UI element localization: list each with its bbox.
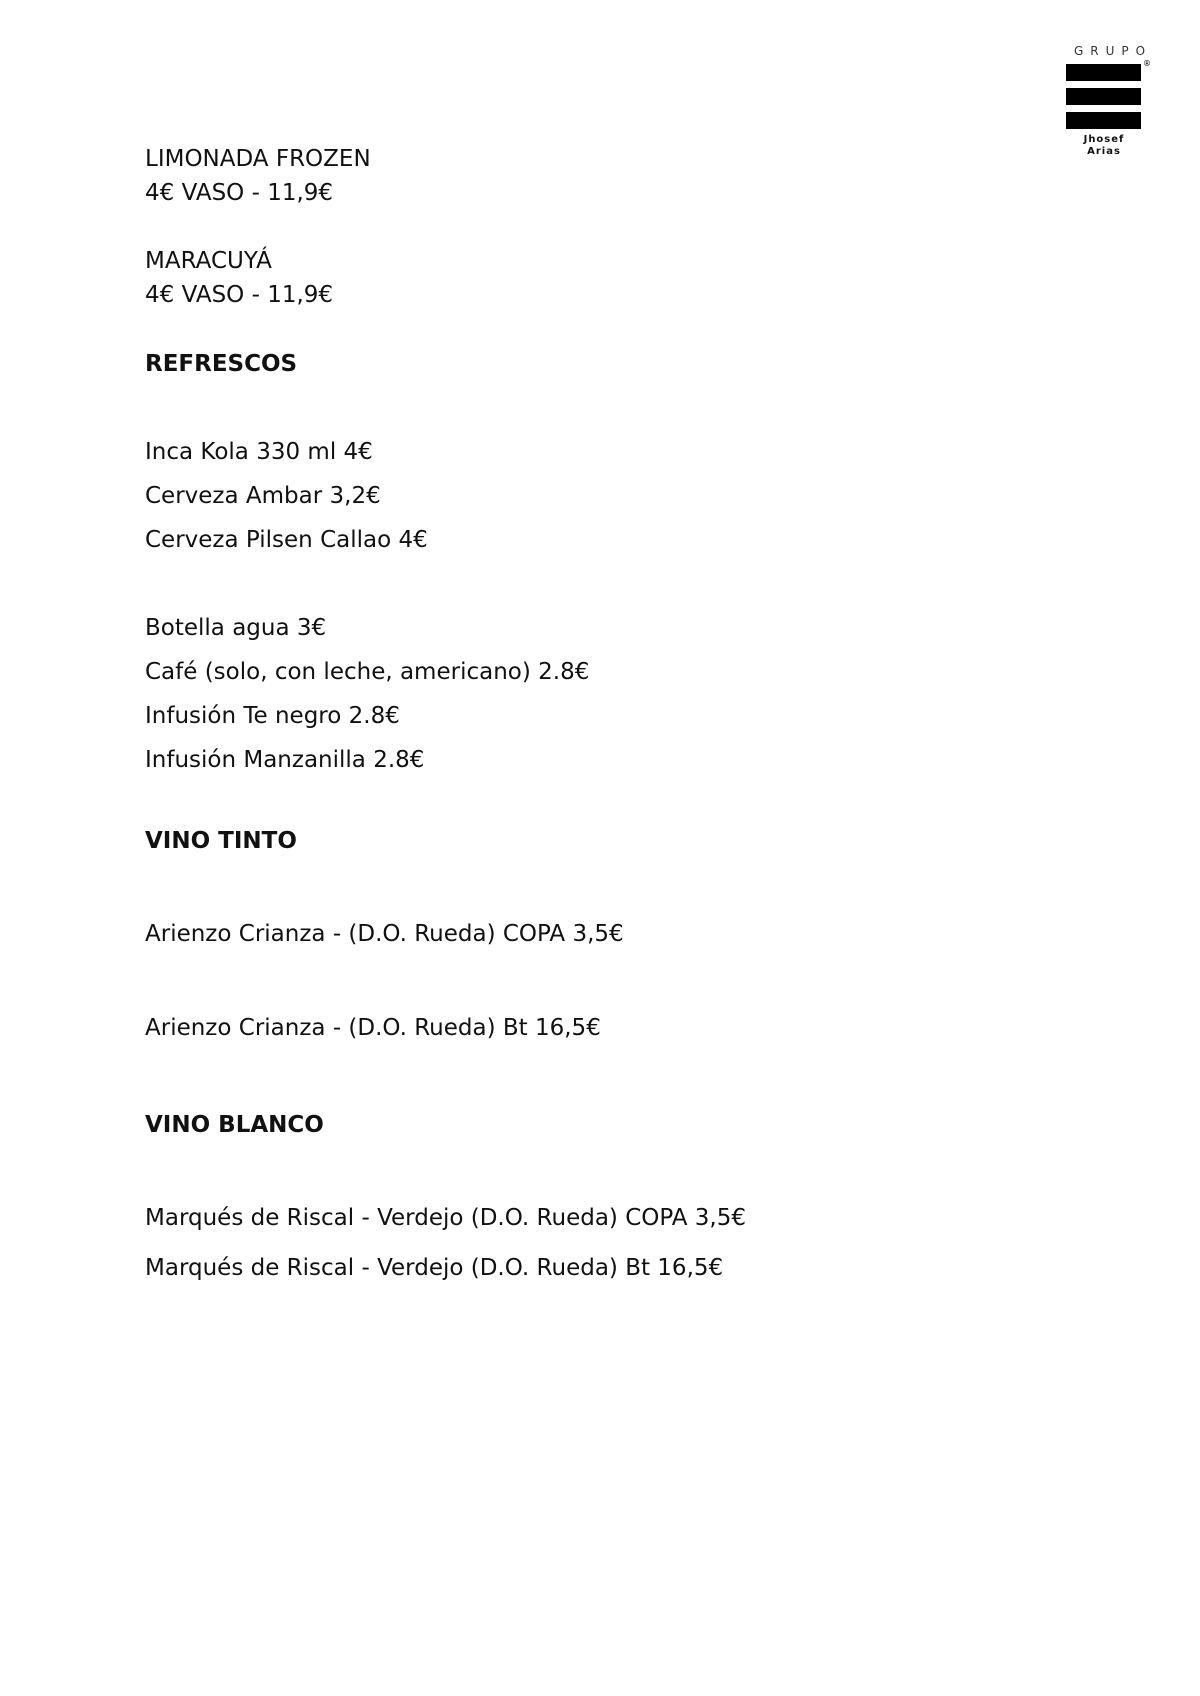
section-title-refrescos: REFRESCOS [145,351,298,377]
logo-bar-3 [1066,112,1141,129]
menu-item: Infusión Te negro 2.8€ [145,703,400,729]
logo-bottom-text: Jhosef Arias [1083,134,1125,157]
menu-item: Botella agua 3€ [145,615,327,641]
menu-item: Café (solo, con leche, americano) 2.8€ [145,659,590,685]
lemonade-price: 4€ VASO - 11,9€ [145,180,334,206]
lemonade-name: LIMONADA FROZEN [145,146,371,172]
lemonade-price: 4€ VASO - 11,9€ [145,282,334,308]
section-title-vino-blanco: VINO BLANCO [145,1112,324,1138]
menu-item: Infusión Manzanilla 2.8€ [145,747,425,773]
menu-item: Cerveza Pilsen Callao 4€ [145,527,428,553]
menu-item: Marqués de Riscal - Verdejo (D.O. Rueda) COPA 3,5€ [145,1205,747,1231]
lemonade-name: MARACUYÁ [145,248,272,274]
registered-mark: ® [1143,59,1151,68]
menu-item: Marqués de Riscal - Verdejo (D.O. Rueda) Bt 16,5€ [145,1255,724,1281]
logo-bar-2 [1066,88,1141,105]
menu-item: Inca Kola 330 ml 4€ [145,439,373,465]
menu-item: Cerveza Ambar 3,2€ [145,483,381,509]
logo-top-text: GRUPO [1073,44,1153,58]
grupo-jhosef-arias-logo [1066,44,1154,157]
section-title-vino-tinto: VINO TINTO [145,828,297,854]
menu-item: Arienzo Crianza - (D.O. Rueda) COPA 3,5€ [145,921,624,947]
logo-bar-1 [1066,64,1141,81]
menu-item: Arienzo Crianza - (D.O. Rueda) Bt 16,5€ [145,1015,601,1041]
